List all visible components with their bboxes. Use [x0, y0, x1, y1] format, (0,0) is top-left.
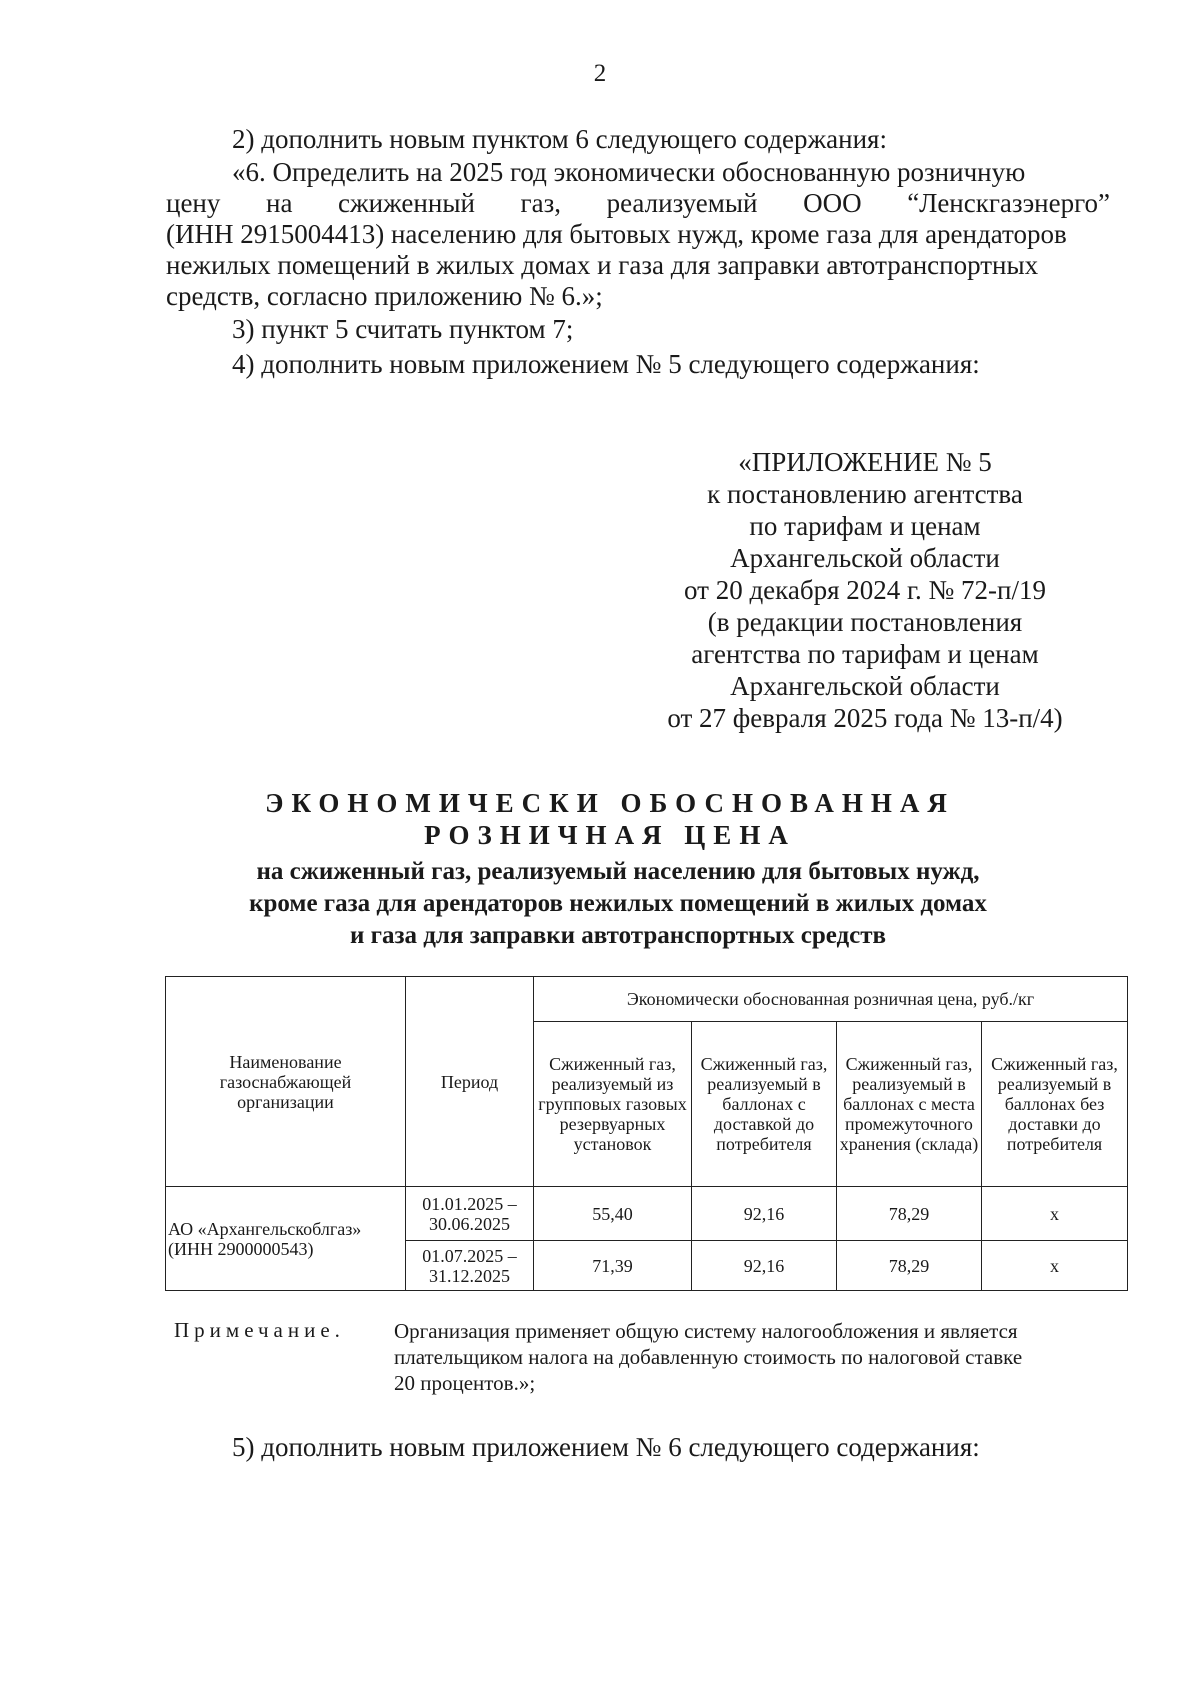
value-cell: 92,16 — [692, 1187, 837, 1241]
header-group-tanks: Сжиженный газ, реализуемый из групповых газовых резервуарных установок — [534, 1022, 692, 1187]
word: “Ленскгазэнерго” — [907, 188, 1110, 218]
point-6-line-1-text: «6. Определить на 2025 год экономически обоснованную розничную — [232, 157, 1026, 187]
value-cell: 71,39 — [534, 1241, 692, 1291]
org-name: АО «Архангельскоблгаз» — [168, 1218, 362, 1239]
subtitle-line-1: на сжиженный газ, реализуемый населению для бытовых нужд, — [256, 858, 980, 885]
period-start: 01.01.2025 – — [422, 1193, 517, 1214]
org-cell — [166, 1187, 406, 1291]
header-cylinders-no-delivery: Сжиженный газ, реализуемый в баллонах без доставки до потребителя — [982, 1022, 1128, 1187]
title-line-1: ЭКОНОМИЧЕСКИ ОБОСНОВАННАЯ — [265, 788, 955, 818]
value-cell: 92,16 — [692, 1241, 837, 1291]
period-end: 30.06.2025 — [429, 1213, 510, 1234]
table-row — [166, 1187, 1128, 1241]
point-6-line-5: средств, согласно приложению № 6.»; — [166, 281, 603, 311]
note-label: Примечание. — [174, 1318, 345, 1342]
word: на — [266, 188, 293, 218]
item-2: 2) дополнить новым пунктом 6 следующего содержания: — [232, 124, 887, 154]
table-header-row — [166, 977, 1128, 1022]
note-text — [394, 1318, 1124, 1396]
point-6-line-1 — [232, 157, 1110, 188]
annex-line: «ПРИЛОЖЕНИЕ № 5 — [738, 447, 992, 477]
item-5: 5) дополнить новым приложением № 6 следующего содержания: — [232, 1432, 980, 1462]
point-6-line-4: нежилых помещений в жилых домах и газа для заправки автотранспортных — [166, 250, 1039, 280]
point-6-line-2 — [166, 188, 1110, 219]
item-4: 4) дополнить новым приложением № 5 следующего содержания: — [232, 349, 980, 379]
subtitle-line-3: и газа для заправки автотранспортных средств — [349, 922, 887, 949]
value-cell: 78,29 — [837, 1241, 982, 1291]
annex-line: по тарифам и ценам — [749, 511, 981, 541]
value-cell: 55,40 — [534, 1187, 692, 1241]
annex-line: (в редакции постановления — [707, 607, 1023, 637]
word: газ, — [520, 188, 561, 218]
annex-line: Архангельской области — [730, 671, 1000, 701]
point-6-line-3: (ИНН 2915004413) населению для бытовых нужд, кроме газа для арендаторов — [166, 219, 1067, 249]
period-end: 31.12.2025 — [429, 1265, 510, 1286]
page-number: 2 — [593, 60, 607, 87]
period-cell — [406, 1241, 534, 1291]
note-line: Организация применяет общую систему налогообложения и является — [394, 1319, 1018, 1343]
word: цену — [166, 188, 221, 218]
header-cylinders-warehouse: Сжиженный газ, реализуемый в баллонах с места промежуточного хранения (склада) — [837, 1022, 982, 1187]
title-line-2: РОЗНИЧНАЯ ЦЕНА — [424, 820, 796, 850]
price-table — [165, 976, 1128, 1291]
header-period: Период — [406, 977, 534, 1187]
subtitle-line-2: кроме газа для арендаторов нежилых помещений в жилых домах — [249, 890, 987, 917]
value-cell: х — [982, 1187, 1128, 1241]
word: реализуемый — [606, 188, 758, 218]
org-inn: (ИНН 2900000543) — [168, 1238, 314, 1259]
header-price-group: Экономически обоснованная розничная цена, руб./кг — [534, 977, 1128, 1022]
period-cell — [406, 1187, 534, 1241]
period-start: 01.07.2025 – — [422, 1245, 517, 1266]
word: ООО — [803, 188, 862, 218]
annex-header — [620, 446, 1110, 734]
item-3: 3) пункт 5 считать пунктом 7; — [232, 314, 574, 344]
note-line: плательщиком налога на добавленную стоимость по налоговой ставке — [394, 1345, 1023, 1369]
value-cell: 78,29 — [837, 1187, 982, 1241]
note-line: 20 процентов.»; — [394, 1371, 536, 1395]
annex-line: к постановлению агентства — [707, 479, 1023, 509]
annex-line: Архангельской области — [730, 543, 1000, 573]
value-cell: х — [982, 1241, 1128, 1291]
header-cylinders-delivery: Сжиженный газ, реализуемый в баллонах с доставкой до потребителя — [692, 1022, 837, 1187]
header-org: Наименование газоснабжающей организации — [166, 977, 406, 1187]
annex-line: агентства по тарифам и ценам — [691, 639, 1039, 669]
word: сжиженный — [338, 188, 475, 218]
annex-line: от 20 декабря 2024 г. № 72-п/19 — [684, 575, 1046, 605]
annex-line: от 27 февраля 2025 года № 13-п/4) — [667, 703, 1063, 733]
